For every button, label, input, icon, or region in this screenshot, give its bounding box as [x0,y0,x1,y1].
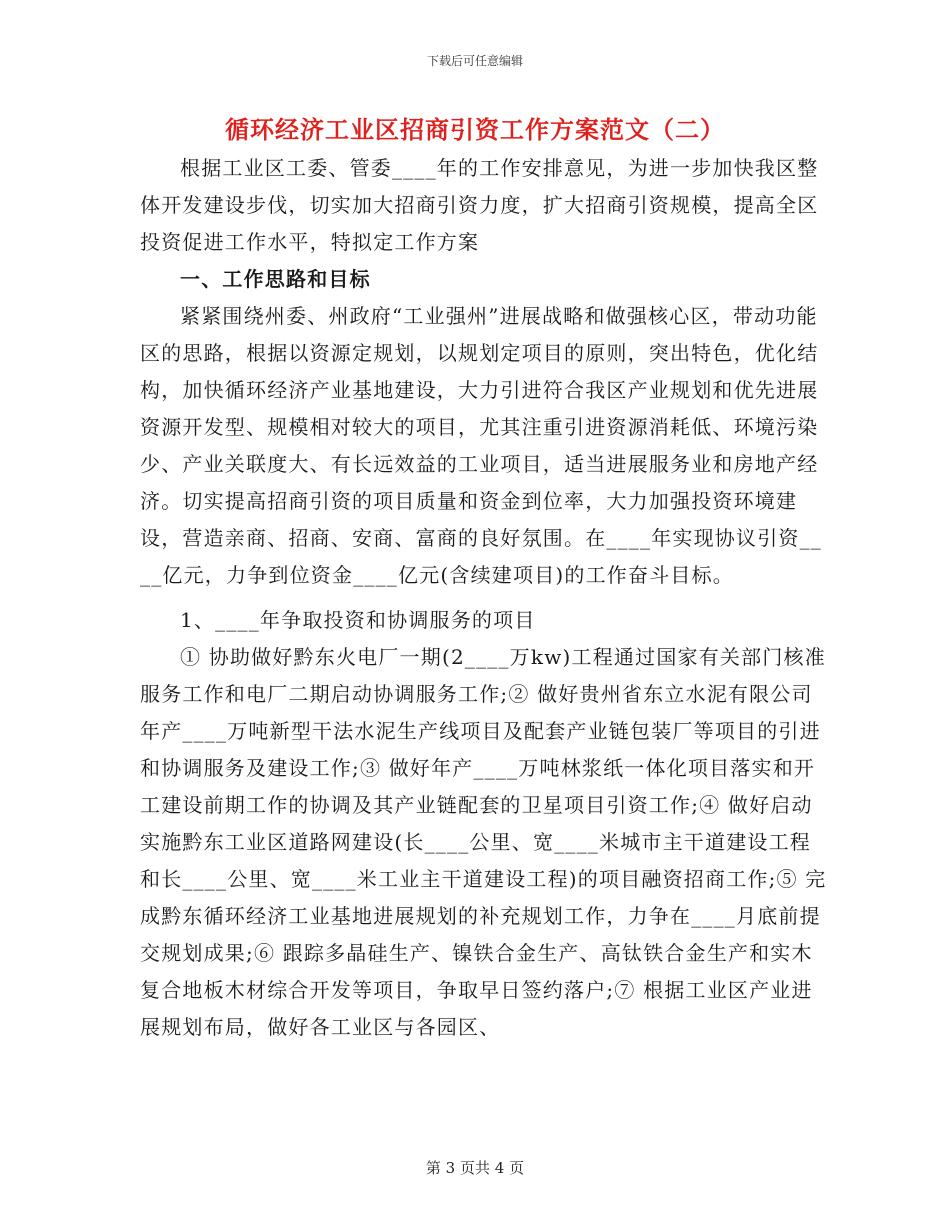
document-body [140,150,830,1046]
item-heading-1: 1、____年争取投资和协调服务的项目 [180,608,536,632]
header-note: 下载后可任意编辑 [426,54,523,68]
item-1-paragraph: ① 协助做好黔东火电厂一期(2____万kw)工程通过国家有关部门核准服务工作和电厂二期启动协调服务工作;② 做好贵州省东立水泥有限公司年产____万吨新型干法水泥生产线项目及配套产业链包装厂等项目的引进和协调服务及建设工作;③ 做好年产____万吨林浆纸一体化项目落实和开工建设前期工作的协调及其产业链配套的卫星项目引资工作;④ 做好启动实施黔东工业区道路网建设(长____公里、宽____米城市主干道建设工程和长____公里、宽____米工业主干道建设工程)的项目融资招商工作;⑤ 完成黔东循环经济工业基地进展规划的补充规划工作，力争在____月底前提交规划成果;⑥ 跟踪多晶硅生产、镍铁合金生产、高钛铁合金生产和实木复合地板木材综合开发等项目，争取早日签约落户;⑦ 根据工业区产业进展规划布局，做好各工业区与各园区、 [140,645,827,1039]
document-title: 循环经济工业区招商引资工作方案范文（二） [225,115,725,144]
intro-paragraph: 根据工业区工委、管委____年的工作安排意见，为进一步加快我区整体开发建设步伐，切实加大招商引资力度，扩大招商引资规模，提高全区投资促进工作水平，特拟定工作方案 [140,156,819,254]
section-1-paragraph: 紧紧围绕州委、州政府“工业强州”进展战略和做强核心区，带动功能区的思路，根据以资源定规划，以规划定项目的原则，突出特色，优化结构，加快循环经济产业基地建设，大力引进符合我区产业规划和优先进展资源开发型、规模相对较大的项目，尤其注重引进资源消耗低、环境污染少、产业关联度大、有长远效益的工业项目，适当进展服务业和房地产经济。切实提高招商引资的项目质量和资金到位率，大力加强投资环境建设，营造亲商、招商、安商、富商的良好氛围。在____年实现协议引资____亿元，力争到位资金____亿元(含续建项目)的工作奋斗目标。 [140,304,822,587]
section-heading-1: 一、工作思路和目标 [180,267,371,291]
page-footer: 第 3 页共 4 页 [425,1159,525,1177]
